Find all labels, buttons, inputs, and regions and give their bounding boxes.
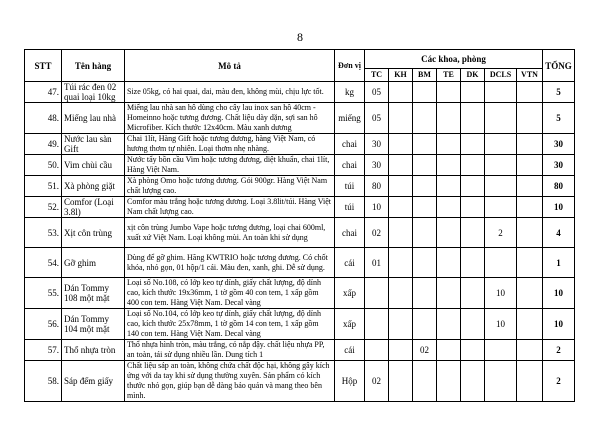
row-qty-tc: 05 [365, 103, 389, 134]
row-unit: xấp [335, 278, 365, 309]
row-qty-tc [365, 278, 389, 309]
row-qty-te [437, 248, 461, 278]
row-qty-dcls [485, 361, 517, 402]
row-qty-te [437, 155, 461, 176]
row-qty-dk [461, 340, 485, 361]
row-item-name: Gỡ ghim [62, 248, 125, 278]
row-qty-tc: 10 [365, 197, 389, 218]
row-qty-dk [461, 361, 485, 402]
row-total: 1 [543, 248, 575, 278]
supply-table [24, 49, 575, 402]
row-description: Chất liệu sáp an toàn, không chứa chất độc hại, không gây kích ứng với da tay khi sử dụng thường xuyên. Sản phẩm có kích thước nhỏ gọn, giúp bạn dễ dàng bảo quản và mang theo bên mình. [125, 361, 335, 402]
row-total: 5 [543, 103, 575, 134]
row-qty-bm [413, 361, 437, 402]
row-description: Miếng lau nhà san hô dùng cho cây lau inox san hô 40cm - Homeinno hoặc tương đương. Chất liệu dày dặn, sợi san hô Microfiber. Kích thước 12x40cm. Màu xanh dương [125, 103, 335, 134]
row-description: Nước tẩy bồn cầu Vim hoặc tương đương, diệt khuẩn, chai 1lít, Hàng Việt Nam. [125, 155, 335, 176]
row-description: Loại số No.108, có lớp keo tự dính, giấy chất lượng, độ dính cao, kích thước 19x36mm, 1 tờ gồm 40 con tem, 1 xấp gồm 400 con tem. Hàng Việt Nam. Decal vàng [125, 278, 335, 309]
row-total: 4 [543, 218, 575, 248]
row-total: 80 [543, 176, 575, 197]
row-total: 10 [543, 197, 575, 218]
row-unit: Hộp [335, 361, 365, 402]
row-qty-vtn [517, 309, 543, 340]
row-total: 2 [543, 340, 575, 361]
row-qty-te [437, 361, 461, 402]
table-row [25, 248, 575, 278]
row-total: 10 [543, 278, 575, 309]
row-unit: túi [335, 176, 365, 197]
table-body [25, 82, 575, 402]
row-description: Loại số No.104, có lớp keo tự dính, giấy chất lượng, độ dính cao, kích thước 25x78mm, 1 tờ gồm 14 con tem, 1 xấp gồm 140 con tem. Hàng Việt Nam. Decal vàng [125, 309, 335, 340]
header-stt: STT [25, 50, 62, 82]
row-qty-bm [413, 176, 437, 197]
table-row [25, 361, 575, 402]
row-qty-dcls [485, 82, 517, 103]
table-row [25, 340, 575, 361]
row-stt: 52. [25, 197, 62, 218]
row-qty-bm [413, 82, 437, 103]
row-qty-te [437, 176, 461, 197]
row-item-name: Túi rác đen 02 quai loại 10kg [62, 82, 125, 103]
row-qty-kh [389, 309, 413, 340]
table-row [25, 103, 575, 134]
row-qty-bm [413, 155, 437, 176]
row-qty-dcls [485, 176, 517, 197]
row-stt: 57. [25, 340, 62, 361]
row-item-name: Sáp đếm giấy [62, 361, 125, 402]
row-qty-te [437, 134, 461, 155]
row-item-name: Xà phòng giặt [62, 176, 125, 197]
row-qty-vtn [517, 340, 543, 361]
row-qty-tc: 30 [365, 134, 389, 155]
row-qty-kh [389, 155, 413, 176]
row-qty-bm [413, 248, 437, 278]
row-qty-dcls [485, 340, 517, 361]
table-row [25, 155, 575, 176]
row-description: Size 05kg, có hai quai, dai, màu đen, không mùi, chịu lực tốt. [125, 82, 335, 103]
row-qty-dk [461, 197, 485, 218]
header-dept-bm: BM [413, 69, 437, 82]
page-number: 8 [297, 30, 303, 44]
row-stt: 55. [25, 278, 62, 309]
row-total: 2 [543, 361, 575, 402]
row-item-name: Xịt côn trùng [62, 218, 125, 248]
row-qty-vtn [517, 82, 543, 103]
row-qty-dk [461, 278, 485, 309]
header-dept-vtn: VTN [517, 69, 543, 82]
row-qty-vtn [517, 134, 543, 155]
row-unit: túi [335, 197, 365, 218]
row-qty-te [437, 82, 461, 103]
row-qty-vtn [517, 218, 543, 248]
row-unit: xấp [335, 309, 365, 340]
row-qty-dk [461, 248, 485, 278]
row-qty-dcls [485, 248, 517, 278]
row-qty-dk [461, 155, 485, 176]
row-unit: cái [335, 340, 365, 361]
row-qty-vtn [517, 176, 543, 197]
row-qty-bm [413, 309, 437, 340]
row-qty-kh [389, 248, 413, 278]
row-item-name: Nước lau sàn Gift [62, 134, 125, 155]
row-qty-dk [461, 309, 485, 340]
header-dept-kh: KH [389, 69, 413, 82]
table-row [25, 218, 575, 248]
row-description: Chai 1lít, Hàng Gift hoặc tương đương, hàng Việt Nam, có hương thơm tự nhiên. Loại thơm nhẹ nhàng. [125, 134, 335, 155]
row-qty-te [437, 103, 461, 134]
row-qty-dk [461, 103, 485, 134]
table-row [25, 134, 575, 155]
row-qty-kh [389, 218, 413, 248]
header-dept-tc: TC [365, 69, 389, 82]
row-qty-tc [365, 340, 389, 361]
row-qty-tc: 02 [365, 361, 389, 402]
row-description: Xà phòng Omo hoặc tương đương. Gói 900gr. Hàng Việt Nam chất lượng cao. [125, 176, 335, 197]
row-stt: 49. [25, 134, 62, 155]
row-item-name: Vim chùi cầu [62, 155, 125, 176]
row-qty-kh [389, 278, 413, 309]
row-stt: 54. [25, 248, 62, 278]
row-qty-bm [413, 218, 437, 248]
row-qty-dk [461, 218, 485, 248]
row-qty-dcls [485, 103, 517, 134]
row-description: Dùng để gỡ ghim. Hãng KWTRIO hoặc tương đương. Có chốt khóa, nhỏ gọn, 01 hộp/1 cái. Màu đen, xanh, ghi. Dễ sử dụng. [125, 248, 335, 278]
row-qty-tc [365, 309, 389, 340]
row-item-name: Comfor (Loại 3.8l) [62, 197, 125, 218]
row-qty-tc: 01 [365, 248, 389, 278]
row-qty-vtn [517, 248, 543, 278]
table-row [25, 82, 575, 103]
row-qty-te [437, 197, 461, 218]
row-qty-te [437, 309, 461, 340]
row-qty-kh [389, 134, 413, 155]
row-qty-bm [413, 197, 437, 218]
header-dept-te: TE [437, 69, 461, 82]
row-qty-dcls: 2 [485, 218, 517, 248]
row-qty-vtn [517, 197, 543, 218]
row-qty-kh [389, 361, 413, 402]
row-qty-te [437, 278, 461, 309]
row-stt: 58. [25, 361, 62, 402]
row-qty-te [437, 218, 461, 248]
row-qty-bm [413, 278, 437, 309]
row-qty-kh [389, 82, 413, 103]
row-qty-vtn [517, 361, 543, 402]
header-dept-dk: DK [461, 69, 485, 82]
header-unit: Đơn vị [335, 50, 365, 82]
row-qty-dcls: 10 [485, 309, 517, 340]
header-total: TỔNG [543, 50, 575, 82]
row-stt: 48. [25, 103, 62, 134]
row-unit: chai [335, 155, 365, 176]
row-stt: 50. [25, 155, 62, 176]
row-qty-vtn [517, 103, 543, 134]
row-qty-dk [461, 176, 485, 197]
row-qty-tc: 05 [365, 82, 389, 103]
table-row [25, 176, 575, 197]
row-unit: miếng [335, 103, 365, 134]
row-stt: 53. [25, 218, 62, 248]
row-stt: 51. [25, 176, 62, 197]
row-item-name: Dán Tommy 108 một mặt [62, 278, 125, 309]
row-qty-bm [413, 134, 437, 155]
row-qty-dk [461, 82, 485, 103]
row-qty-tc: 02 [365, 218, 389, 248]
row-total: 30 [543, 134, 575, 155]
table-row [25, 309, 575, 340]
row-total: 10 [543, 309, 575, 340]
row-qty-bm [413, 103, 437, 134]
row-qty-kh [389, 103, 413, 134]
row-item-name: Miếng lau nhà [62, 103, 125, 134]
row-qty-vtn [517, 278, 543, 309]
row-qty-te [437, 340, 461, 361]
row-qty-kh [389, 340, 413, 361]
row-total: 30 [543, 155, 575, 176]
header-name: Tên hàng [62, 50, 125, 82]
row-qty-vtn [517, 155, 543, 176]
row-description: xịt côn trùng Jumbo Vape hoặc tương đương, loại chai 600ml, xuất xứ Việt Nam. Loại không mùi. An toàn khi sử dụng [125, 218, 335, 248]
row-qty-tc: 80 [365, 176, 389, 197]
row-qty-dcls [485, 155, 517, 176]
row-qty-dcls [485, 197, 517, 218]
row-unit: chai [335, 218, 365, 248]
row-item-name: Dán Tommy 104 một mặt [62, 309, 125, 340]
table-row [25, 197, 575, 218]
table-row [25, 278, 575, 309]
row-qty-dcls: 10 [485, 278, 517, 309]
header-description: Mô tả [125, 50, 335, 82]
row-unit: cái [335, 248, 365, 278]
row-qty-dk [461, 134, 485, 155]
row-description: Comfor màu trắng hoặc tương đương. Loại 3.8lit/túi. Hàng Việt Nam chất lượng cao. [125, 197, 335, 218]
header-departments: Các khoa, phòng [365, 50, 543, 69]
row-item-name: Thổ nhựa tròn [62, 340, 125, 361]
row-description: Thổ nhựa hình tròn, màu trắng, có nắp đậy. chất liệu nhựa PP, an toàn, tái sử dụng nhiều lần. Dung tích 1 [125, 340, 335, 361]
row-qty-kh [389, 197, 413, 218]
row-qty-tc: 30 [365, 155, 389, 176]
row-unit: chai [335, 134, 365, 155]
row-stt: 56. [25, 309, 62, 340]
row-qty-kh [389, 176, 413, 197]
row-unit: kg [335, 82, 365, 103]
table-header [25, 50, 575, 82]
row-stt: 47. [25, 82, 62, 103]
row-total: 5 [543, 82, 575, 103]
row-qty-dcls [485, 134, 517, 155]
row-qty-bm: 02 [413, 340, 437, 361]
header-dept-dcls: DCLS [485, 69, 517, 82]
